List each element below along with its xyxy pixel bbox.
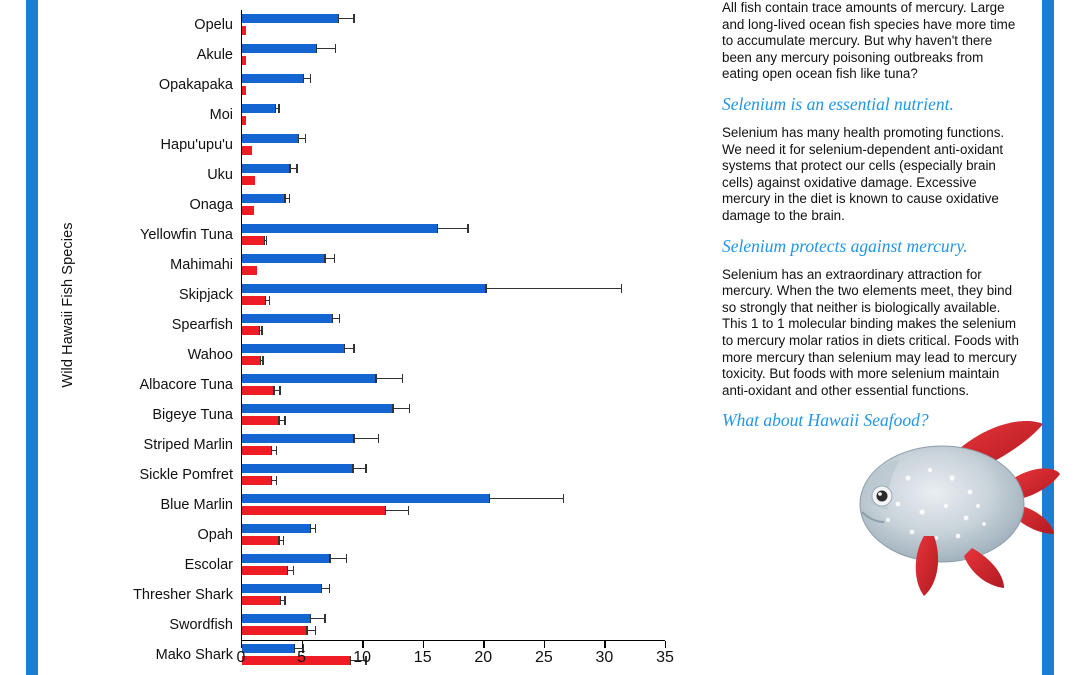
chart-x-tick-label: 15 xyxy=(413,649,432,666)
chart-x-tick-label: 0 xyxy=(236,649,246,666)
chart-bar-group xyxy=(242,220,666,250)
bar-mercury xyxy=(242,566,287,575)
bar-mercury xyxy=(242,536,278,545)
chart-bar-group xyxy=(242,580,666,610)
bar-mercury xyxy=(242,416,278,425)
errorbar-selenium xyxy=(289,168,297,169)
errorbar-mercury xyxy=(280,600,286,601)
bar-mercury xyxy=(242,236,264,245)
chart-x-tick xyxy=(665,641,666,648)
errorbar-selenium xyxy=(332,318,340,319)
errorbar-mercury xyxy=(265,300,270,301)
chart-bar-group xyxy=(242,250,666,280)
chart-category-labels xyxy=(76,10,241,670)
bar-selenium xyxy=(242,404,392,413)
chart-bar-group xyxy=(242,490,666,520)
chart-bar-group xyxy=(242,370,666,400)
errorbar-mercury xyxy=(259,330,263,331)
chart-x-tick xyxy=(302,641,303,648)
bar-selenium xyxy=(242,554,329,563)
chart-category-label: Blue Marlin xyxy=(160,497,233,513)
bar-selenium xyxy=(242,524,310,533)
errorbar-selenium xyxy=(284,198,290,199)
chart-category-label: Skipjack xyxy=(179,287,233,303)
chart-category-label: Yellowfin Tuna xyxy=(140,227,233,243)
bar-mercury xyxy=(242,146,252,155)
paragraph-selenium-nutrient: Selenium has many health promoting functions. We need it for selenium-dependent anti-oxidant systems that protect our cells (especially brain cells) against oxidative damage. Excessive mercury in the diet is known to cause oxidative damage to the brain. xyxy=(722,124,1005,223)
bar-mercury xyxy=(242,326,259,335)
chart-x-tick xyxy=(362,641,363,648)
errorbar-mercury xyxy=(271,450,277,451)
chart-category-label: Opah xyxy=(197,527,233,543)
chart-category-label: Akule xyxy=(196,47,233,63)
chart-bar-group xyxy=(242,190,666,220)
bar-mercury xyxy=(242,386,273,395)
bar-mercury xyxy=(242,206,254,215)
chart-category-label: Mahimahi xyxy=(170,257,233,273)
chart-bar-group xyxy=(242,100,666,130)
chart-x-tick xyxy=(423,641,424,648)
heading-selenium-protects: Selenium protects against mercury. xyxy=(722,235,968,256)
chart-bar-group xyxy=(242,70,666,100)
errorbar-selenium xyxy=(316,48,337,49)
bar-selenium xyxy=(242,44,316,53)
bar-mercury xyxy=(242,86,246,95)
chart-bar-group xyxy=(242,310,666,340)
bar-mercury xyxy=(242,476,271,485)
chart-plot-area xyxy=(241,10,686,640)
chart-x-tick-label: 35 xyxy=(656,649,674,666)
chart-category-label: Onaga xyxy=(189,197,233,213)
errorbar-selenium xyxy=(310,528,316,529)
bar-mercury xyxy=(242,56,246,65)
bar-selenium xyxy=(242,374,375,383)
errorbar-mercury xyxy=(278,540,284,541)
errorbar-selenium xyxy=(437,228,468,229)
chart-category-label: Striped Marlin xyxy=(143,437,233,453)
bar-mercury xyxy=(242,266,257,275)
bar-mercury xyxy=(242,116,246,125)
errorbar-selenium xyxy=(353,438,378,439)
chart-category-label: Opelu xyxy=(194,17,233,33)
chart-x-tick-label: 20 xyxy=(474,649,493,666)
bar-mercury xyxy=(242,296,265,305)
chart-category-label: Wahoo xyxy=(187,347,233,363)
opah-fish-photo xyxy=(838,408,1063,613)
errorbar-selenium xyxy=(352,468,367,469)
chart-category-label: Moi xyxy=(209,107,233,123)
errorbar-mercury xyxy=(260,360,264,361)
errorbar-selenium xyxy=(324,258,335,259)
bar-selenium xyxy=(242,314,332,323)
errorbar-selenium xyxy=(392,408,410,409)
bar-selenium xyxy=(242,584,321,593)
chart-category-label: Escolar xyxy=(184,557,233,573)
heading-selenium-nutrient: Selenium is an essential nutrient. xyxy=(722,93,954,114)
bar-selenium xyxy=(242,14,338,23)
chart-category-label: Albacore Tuna xyxy=(139,377,233,393)
chart-bar-group xyxy=(242,610,666,640)
chart-category-label: Sickle Pomfret xyxy=(139,467,233,483)
errorbar-mercury xyxy=(306,630,316,631)
chart-bar-group xyxy=(242,130,666,160)
chart-x-tick-label: 30 xyxy=(595,649,614,666)
errorbar-selenium xyxy=(485,288,622,289)
paragraph-selenium-protects: Selenium has an extraordinary attraction for mercury. When the two elements meet, they bind so strongly that neither is biologically available. This 1 to 1 molecular binding makes the selenium to mercury molar ratios in diets critical. Foods with more mercury than selenium may lead to mercury toxicity. But foods with more selenium maintain anti-oxidant and other essential functions. xyxy=(722,266,1019,398)
errorbar-selenium xyxy=(275,108,280,109)
chart-category-label: Opakapaka xyxy=(158,77,233,93)
errorbar-selenium xyxy=(375,378,403,379)
chart-category-label: Spearfish xyxy=(171,317,233,333)
errorbar-selenium xyxy=(303,78,311,79)
errorbar-selenium xyxy=(310,618,326,619)
bar-mercury xyxy=(242,506,385,515)
bar-selenium xyxy=(242,134,298,143)
chart-x-tick xyxy=(544,641,545,648)
chart-x-tick-label: 25 xyxy=(534,649,553,666)
chart-x-tick xyxy=(483,641,484,648)
chart-category-label: Swordfish xyxy=(169,617,233,633)
bar-mercury xyxy=(242,26,246,35)
chart-category-label: Hapu'upu'u xyxy=(160,137,233,153)
bar-selenium xyxy=(242,614,310,623)
bar-selenium xyxy=(242,284,485,293)
chart-category-label: Thresher Shark xyxy=(133,587,233,603)
bar-selenium xyxy=(242,494,489,503)
bar-mercury xyxy=(242,356,260,365)
chart-bar-group xyxy=(242,520,666,550)
bar-mercury xyxy=(242,626,306,635)
bar-mercury xyxy=(242,176,255,185)
bar-selenium xyxy=(242,464,352,473)
heading-hawaii-seafood: What about Hawaii Seafood? xyxy=(722,410,929,431)
chart-bar-group xyxy=(242,460,666,490)
species-bar-chart xyxy=(46,0,686,675)
errorbar-selenium xyxy=(338,18,355,19)
errorbar-mercury xyxy=(385,510,409,511)
chart-bar-group xyxy=(242,10,666,40)
chart-category-label: Mako Shark xyxy=(155,647,233,663)
chart-bar-group xyxy=(242,430,666,460)
chart-bar-group xyxy=(242,340,666,370)
bar-mercury xyxy=(242,596,280,605)
bar-selenium xyxy=(242,344,344,353)
left-blue-rule xyxy=(26,0,38,675)
errorbar-mercury xyxy=(273,390,280,391)
errorbar-mercury xyxy=(264,240,268,241)
bar-mercury xyxy=(242,446,271,455)
bar-selenium xyxy=(242,74,303,83)
chart-bar-group xyxy=(242,40,666,70)
errorbar-selenium xyxy=(298,138,306,139)
chart-bar-group xyxy=(242,280,666,310)
chart-category-label: Bigeye Tuna xyxy=(152,407,233,423)
errorbar-mercury xyxy=(271,480,277,481)
errorbar-selenium xyxy=(321,588,331,589)
bar-selenium xyxy=(242,164,289,173)
chart-y-axis-label: Wild Hawaii Fish Species xyxy=(60,222,76,388)
bar-selenium xyxy=(242,194,284,203)
chart-x-axis-ticks xyxy=(236,641,674,671)
chart-x-tick-label: 10 xyxy=(353,649,372,666)
chart-bar-group xyxy=(242,400,666,430)
bar-selenium xyxy=(242,254,324,263)
errorbar-mercury xyxy=(287,570,294,571)
errorbar-selenium xyxy=(329,558,347,559)
errorbar-mercury xyxy=(278,420,285,421)
chart-x-tick-label: 5 xyxy=(297,649,307,666)
chart-x-tick xyxy=(241,641,242,648)
chart-x-tick xyxy=(604,641,605,648)
errorbar-selenium xyxy=(344,348,355,349)
chart-bar-group xyxy=(242,160,666,190)
bar-selenium xyxy=(242,224,437,233)
chart-category-label: Uku xyxy=(207,167,233,183)
chart-bar-group xyxy=(242,550,666,580)
intro-paragraph: All fish contain trace amounts of mercury. Large and long-lived ocean fish species have more time to accumulate mercury. But why haven't there been any mercury poisoning outbreaks from eating open ocean fish like tuna? xyxy=(722,0,1016,82)
bar-selenium xyxy=(242,104,275,113)
bar-selenium xyxy=(242,434,353,443)
errorbar-selenium xyxy=(489,498,564,499)
